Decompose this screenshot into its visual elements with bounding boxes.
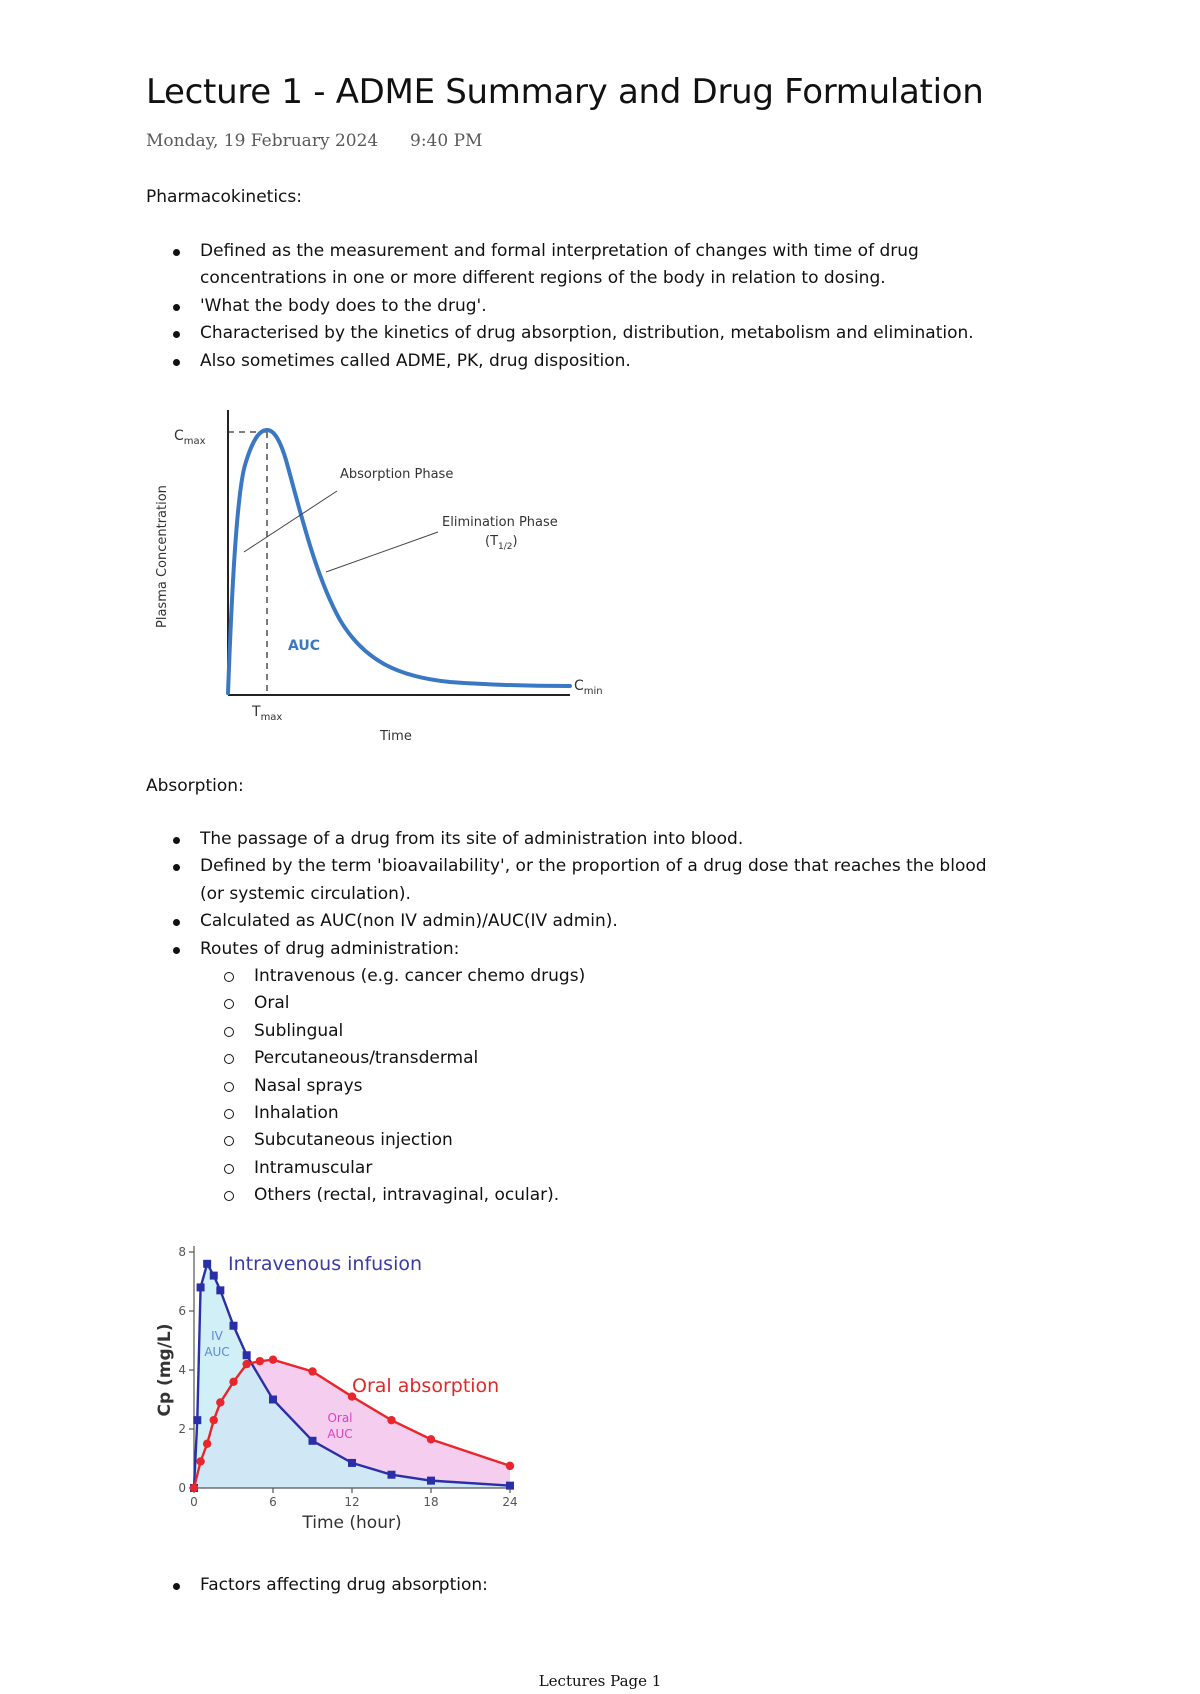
x-tick-label: 24 — [502, 1495, 518, 1509]
oral-data-point — [216, 1398, 224, 1406]
tmax-label: $T_{max}$ — [252, 704, 283, 723]
oral-data-point — [203, 1440, 211, 1448]
iv-series-label: Intravenous infusion — [228, 1253, 423, 1275]
iv-data-point — [309, 1437, 317, 1445]
list-item: Calculated as AUC(non IV admin)/AUC(IV admin). — [146, 908, 987, 935]
auc-label: AUC — [288, 638, 321, 654]
list-item — [146, 238, 974, 293]
iv-data-point — [269, 1396, 277, 1404]
sublist-item: Nasal sprays — [200, 1073, 987, 1100]
elimination-pointer — [326, 532, 438, 572]
sublist-item: Inhalation — [200, 1100, 987, 1127]
sublist-item: Oral — [200, 990, 987, 1017]
list-item-text: Defined by the term 'bioavailability', or the proportion of a drug dose that reaches the blood — [200, 856, 987, 877]
list-item: 'What the body does to the drug'. — [146, 293, 974, 320]
y-tick-label: 2 — [178, 1422, 186, 1436]
section-heading-pharmacokinetics: Pharmacokinetics: — [146, 187, 302, 207]
list-item: The passage of a drug from its site of administration into blood. — [146, 826, 987, 853]
iv-data-point — [216, 1286, 224, 1294]
oral-data-point — [387, 1416, 395, 1424]
list-item: Also sometimes called ADME, PK, drug disposition. — [146, 348, 974, 375]
time-stamp: 9:40 PM — [410, 131, 483, 151]
oral-auc-label: Oral — [327, 1411, 353, 1425]
iv-auc-label: AUC — [204, 1345, 230, 1359]
iv-vs-oral-chart — [150, 1236, 530, 1536]
oral-data-point — [242, 1360, 250, 1368]
x-axis-label: Time — [380, 729, 412, 744]
y-tick-label: 4 — [178, 1363, 186, 1377]
oral-data-point — [210, 1416, 218, 1424]
cmin-label: $C_{min}$ — [574, 678, 603, 697]
oral-auc-label: AUC — [327, 1427, 353, 1441]
iv-data-point — [506, 1482, 514, 1490]
oral-data-point — [308, 1367, 316, 1375]
pk-curve-diagram — [150, 400, 630, 755]
date-stamp: Monday, 19 February 2024 — [146, 131, 379, 151]
sublist-item: Others (rectal, intravaginal, ocular). — [200, 1182, 987, 1209]
absorption-phase-label: Absorption Phase — [340, 467, 454, 482]
oral-data-point — [190, 1484, 198, 1492]
iv-data-point — [203, 1260, 211, 1268]
sublist-item: Intravenous (e.g. cancer chemo drugs) — [200, 963, 987, 990]
list-item-text: Routes of drug administration: — [200, 938, 460, 959]
x-axis-label: Time (hour) — [302, 1513, 402, 1533]
section-heading-absorption: Absorption: — [146, 776, 244, 796]
list-item — [146, 936, 987, 1210]
page-footer: Lectures Page 1 — [538, 1672, 662, 1690]
half-life-label: $(T_{1/2})$ — [485, 534, 518, 552]
list-item: Characterised by the kinetics of drug absorption, distribution, metabolism and elimination. — [146, 320, 974, 347]
absorption-pointer — [244, 491, 337, 552]
iv-data-point — [427, 1477, 435, 1485]
oral-data-point — [229, 1378, 237, 1386]
y-tick-label: 8 — [178, 1245, 186, 1259]
x-tick-label: 6 — [269, 1495, 277, 1509]
y-axis-label: Plasma Concentration — [155, 485, 170, 628]
sublist-item: Percutaneous/transdermal — [200, 1045, 987, 1072]
oral-data-point — [196, 1457, 204, 1465]
iv-data-point — [230, 1322, 238, 1330]
iv-data-point — [197, 1283, 205, 1291]
y-tick-label: 0 — [178, 1481, 186, 1495]
oral-data-point — [506, 1462, 514, 1470]
list-item-text: Defined as the measurement and formal interpretation of changes with time of drug — [200, 241, 919, 261]
sublist-item: Sublingual — [200, 1018, 987, 1045]
oral-data-point — [256, 1357, 264, 1365]
x-tick-label: 18 — [423, 1495, 439, 1509]
routes-sublist — [200, 963, 987, 1210]
list-item: Factors affecting drug absorption: — [146, 1572, 488, 1599]
elimination-phase-label: Elimination Phase — [442, 515, 558, 530]
list-item-text: concentrations in one or more different regions of the body in relation to dosing. — [200, 268, 886, 289]
oral-data-point — [427, 1435, 435, 1443]
y-axis-label: Cp (mg/L) — [155, 1323, 175, 1417]
iv-data-point — [210, 1272, 218, 1280]
oral-data-point — [269, 1355, 277, 1363]
cmax-label: $C_{max}$ — [174, 428, 206, 447]
x-tick-label: 12 — [344, 1495, 360, 1509]
y-tick-label: 6 — [178, 1304, 186, 1318]
sublist-item: Subcutaneous injection — [200, 1127, 987, 1154]
list-item — [146, 853, 987, 908]
page-title: Lecture 1 - ADME Summary and Drug Formulation — [146, 72, 984, 112]
sublist-item: Intramuscular — [200, 1155, 987, 1182]
factors-list — [146, 1572, 488, 1599]
iv-data-point — [243, 1351, 251, 1359]
iv-data-point — [348, 1459, 356, 1467]
list-item-text: (or systemic circulation). — [200, 883, 411, 904]
absorption-list — [146, 826, 987, 1210]
oral-series-label: Oral absorption — [352, 1375, 500, 1397]
x-tick-label: 0 — [190, 1495, 198, 1509]
iv-data-point — [193, 1416, 201, 1424]
pharmacokinetics-list — [146, 238, 974, 375]
iv-data-point — [388, 1471, 396, 1479]
iv-auc-label: IV — [211, 1329, 223, 1343]
